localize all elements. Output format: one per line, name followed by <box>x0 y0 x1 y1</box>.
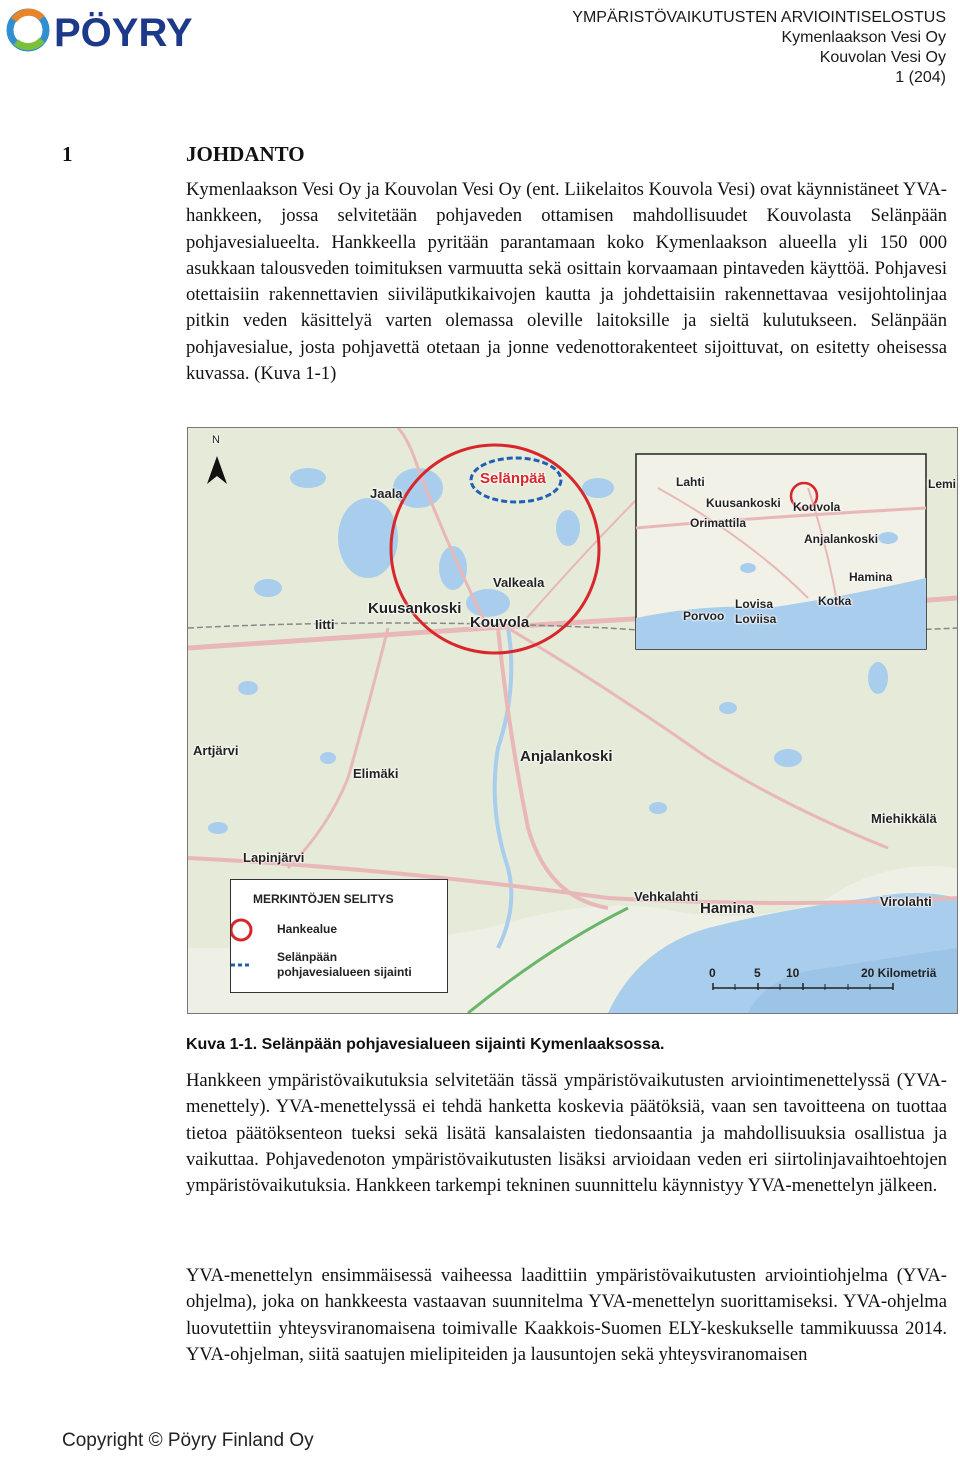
document-type: YMPÄRISTÖVAIKUTUSTEN ARVIOINTISELOSTUS <box>572 9 946 26</box>
inset-label-loviisa: Loviisa <box>735 612 777 626</box>
paragraph-2: Hankkeen ympäristövaikutuksia selvitetään tässä ympäristövaikutusten arviointimenettelyssä (YVA-menettely). YVA-menettelyssä ei tehdä hanketta koskevia päätöksiä, vaan sen tavoitteena on tuottaa tietoa päätöksenteon tueksi sekä lisätä kansalaisten tiedonsaantia ja mahdollisuuksia osallistua ja vaikuttaa. Pohjavedenoton ympäristövaikutusten lisäksi arvioidaan veden eri siirtolinjavaihtoehtojen ympäristövaikutuksia. Hankkeen tarkempi tekninen suunnittelu käynnistyy YVA-menettelyn jälkeen. <box>186 1070 947 1197</box>
figure-caption: Kuva 1-1. Selänpään pohjavesialueen sijainti Kymenlaaksossa. <box>186 1036 665 1053</box>
map-label-iitti: Iitti <box>315 617 335 632</box>
legend-project-area-icon <box>231 920 251 940</box>
inset-label-anjalankoski: Anjalankoski <box>804 532 879 546</box>
section-title: JOHDANTO <box>186 142 305 166</box>
map-label-vehkalahti: Vehkalahti <box>634 889 699 904</box>
map-label-virolahti: Virolahti <box>880 894 932 909</box>
legend-item-groundwater-line1: Selänpään <box>277 950 338 964</box>
map-label-lapinjarvi: Lapinjärvi <box>243 850 305 865</box>
map-label-kouvola: Kouvola <box>470 614 530 631</box>
map-label-kuusankoski: Kuusankoski <box>368 600 462 617</box>
map-label-elimaki: Elimäki <box>353 766 399 781</box>
scale-label-20-km: 20 Kilometriä <box>861 966 937 980</box>
section-number: 1 <box>62 142 73 166</box>
map-label-valkeala: Valkeala <box>493 575 545 590</box>
legend-item-groundwater-line2: pohjavesialueen sijainti <box>277 965 412 979</box>
inset-label-lahti: Lahti <box>676 475 705 489</box>
map-label-jaala: Jaala <box>370 486 403 501</box>
poyry-logo <box>6 6 256 52</box>
copyright-footer: Copyright © Pöyry Finland Oy <box>62 1430 314 1451</box>
map-north-label: N <box>212 434 220 446</box>
logo-wordmark: PÖYRY <box>54 11 193 52</box>
inset-label-porvoo: Porvoo <box>683 609 725 623</box>
map-label-miehikkala: Miehikkälä <box>871 811 937 826</box>
section-heading <box>62 142 305 167</box>
map-label-anjalankoski: Anjalankoski <box>520 748 613 765</box>
inset-label-orimattila: Orimattila <box>690 516 747 530</box>
map-legend <box>230 879 448 993</box>
organization-2: Kouvolan Vesi Oy <box>819 49 946 66</box>
legend-item-groundwater <box>277 950 412 980</box>
map-label-selanpaa: Selänpää <box>480 470 546 487</box>
inset-label-kotka: Kotka <box>818 594 852 608</box>
legend-symbols <box>231 916 275 976</box>
map-label-artjarvi: Artjärvi <box>193 743 239 758</box>
document-header <box>572 8 946 88</box>
inset-label-kuusankoski: Kuusankoski <box>706 496 781 510</box>
inset-label-kouvola: Kouvola <box>793 500 841 514</box>
page-number: 1 (204) <box>895 69 946 86</box>
scale-label-10: 10 <box>786 966 800 980</box>
map-label-hamina: Hamina <box>700 900 755 917</box>
inset-label-lovisa: Lovisa <box>735 597 774 611</box>
inset-label-hamina: Hamina <box>849 570 893 584</box>
legend-item-project-area: Hankealue <box>277 922 338 936</box>
scale-label-0: 0 <box>709 966 716 980</box>
inset-label-lemi: Lemi <box>928 477 957 491</box>
legend-title: MERKINTÖJEN SELITYS <box>253 892 394 906</box>
scale-label-5: 5 <box>754 966 761 980</box>
paragraph-1: Kymenlaakson Vesi Oy ja Kouvolan Vesi Oy (ent. Liikelaitos Kouvola Vesi) ovat käynnistäneet YVA-hankkeen, jossa selvitetään pohjaveden ottamisen mahdollisuudet Kouvolasta Selänpään pohjavesialueelta. Hankkeella pyritään parantamaan koko Kymenlaakson alueella yli 150 000 asukkaan talousveden toimituksen varmuutta sekä osittain korvaamaan pintaveden käyttöä. Pohjavesi otettaisiin rakennettavien siiviläputkikaivojen kautta ja johdettaisiin rakennettavaa vesijohtolinjaa pitkin veden käsittelyä varten olemassa oleville laitoksille ja sieltä kulutukseen. Selänpään pohjavesialue, josta pohjavettä otetaan ja jonne vedenottorakenteet sijoittuvat, on esitetty oheisessa kuvassa. (Kuva 1-1) <box>186 179 947 385</box>
organization-1: Kymenlaakson Vesi Oy <box>781 29 946 46</box>
logo-mark-icon <box>10 12 46 48</box>
paragraph-3: YVA-menettelyn ensimmäisessä vaiheessa laadittiin ympäristövaikutusten arviointiohjelma (YVA-ohjelma), joka on hankkeesta vastaavan suunnitelma YVA-menettelyn suorittamiseksi. YVA-ohjelma luovutettiin yhteysviranomaisena toimivalle Kaakkois-Suomen ELY-keskukselle tammikuussa 2014. YVA-ohjelman, siitä saatujen mielipiteiden ja lausuntojen sekä yhteysviranomaisen <box>186 1265 947 1365</box>
